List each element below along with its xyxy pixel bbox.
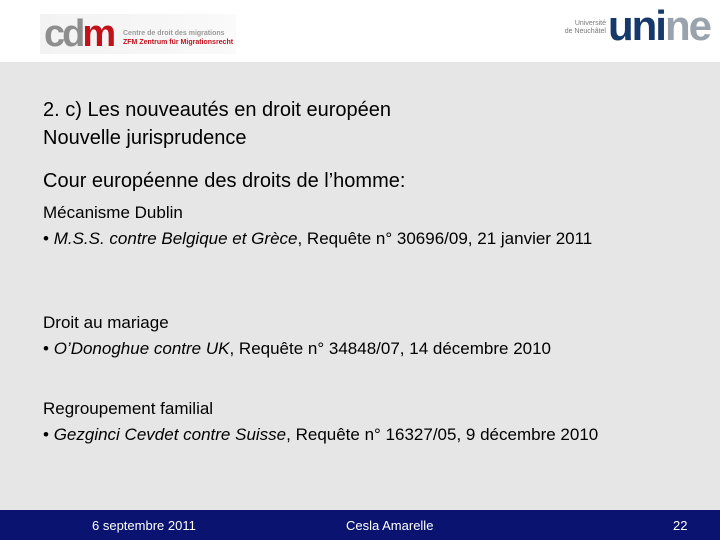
slide-title: [43, 96, 683, 152]
case-name: O’Donoghue contre UK: [53, 339, 230, 358]
unine-logo-line1: Université: [574, 20, 606, 27]
case-reference: , Requête n° 16327/05, 9 décembre 2010: [286, 425, 599, 444]
unine-logo-wordmark-part2: ne: [664, 2, 710, 49]
unine-logo: [556, 2, 710, 50]
case-reference: , Requête n° 34848/07, 14 décembre 2010: [229, 339, 552, 358]
cdm-logo-letters-red: m: [82, 13, 114, 55]
bullet: •: [43, 425, 49, 444]
cdm-logo-line1: Centre de droit des migrations: [123, 30, 225, 37]
footer-author: Cesla Amarelle: [346, 518, 434, 533]
slide-footer: [0, 510, 720, 540]
slide-content: [0, 62, 720, 510]
footer-date: 6 septembre 2011: [92, 518, 196, 533]
cdm-logo-line2: ZFM Zentrum für Migrationsrecht: [123, 39, 234, 46]
case-block-dublin: [43, 200, 683, 252]
unine-logo-line2: de Neuchâtel: [564, 28, 606, 35]
case-line: [43, 226, 683, 252]
case-reference: , Requête n° 30696/09, 21 janvier 2011: [297, 229, 593, 248]
bullet: •: [43, 339, 49, 358]
unine-logo-wordmark-part1: uni: [608, 2, 665, 49]
case-block-regroupement: [43, 396, 683, 448]
case-line: [43, 422, 683, 448]
footer-rule: [0, 510, 720, 513]
cdm-logo-letters-gray: cd: [44, 13, 83, 55]
slide-title-line1: 2. c) Les nouveautés en droit européen: [43, 99, 392, 121]
section-heading: Cour européenne des droits de l’homme:: [43, 170, 406, 192]
case-heading: Droit au mariage: [43, 313, 169, 332]
footer-page-number: 22: [673, 518, 688, 533]
case-name: Gezginci Cevdet contre Suisse: [53, 425, 287, 444]
case-name: M.S.S. contre Belgique et Grèce: [53, 229, 298, 248]
cdm-logo: [40, 14, 236, 54]
case-heading: Regroupement familial: [43, 399, 214, 418]
case-block-mariage: [43, 310, 683, 362]
cdm-logo-letters: [44, 14, 113, 54]
slide-title-line2: Nouvelle jurisprudence: [43, 127, 247, 149]
bullet: •: [43, 229, 49, 248]
unine-logo-wordmark: [608, 4, 710, 48]
unine-logo-university-text: [558, 20, 606, 36]
case-heading: Mécanisme Dublin: [43, 203, 183, 222]
slide-header: [0, 0, 720, 62]
case-line: [43, 336, 683, 362]
